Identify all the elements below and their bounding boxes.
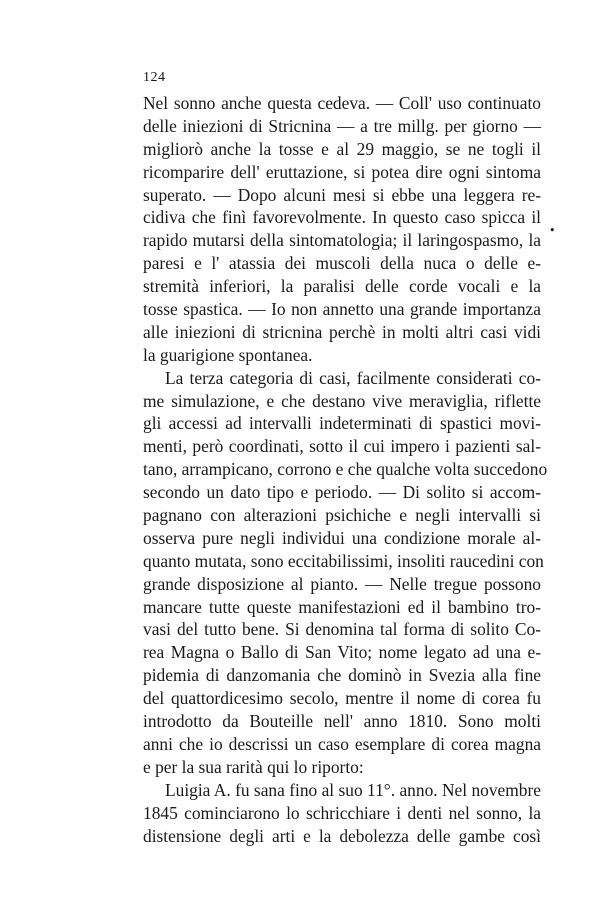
text-line: pagnano con alterazioni psichiche e negli intervalli si (143, 505, 541, 526)
text-line: distensione degli arti e la debolezza delle gambe così (143, 825, 541, 846)
text-line: grande disposizione al pianto. — Nelle tregue possono (143, 573, 541, 594)
text-line: 1845 cominciarono lo schricchiare i denti nel sonno, la (143, 802, 541, 823)
text-line: ricomparire dell' eruttazione, si potea dire ogni sintoma (143, 161, 541, 182)
text-line: la guarigione spontanea. (143, 344, 313, 365)
text-line: alle iniezioni di stricnina perchè in molti altri casi vidi (143, 321, 541, 342)
text-line: Luigia A. fu sana fino al suo 11°. anno. Nel novembre (165, 779, 541, 800)
text-line: osserva pure negli individui una condizione morale al- (143, 527, 541, 548)
text-line: cidiva che finì favorevolmente. In questo caso spicca il (143, 207, 541, 228)
text-line: stremità inferiori, la paralisi delle corde vocali e la (143, 276, 541, 297)
text-line: tano, arrampicano, corrono e che qualche volta succedono (143, 459, 548, 480)
page-number: 124 (143, 70, 166, 85)
text-line: pidemia di danzomania che dominò in Svezia alla fine (143, 665, 541, 686)
text-line: rapido mutarsi della sintomatologia; il laringospasmo, la (143, 230, 541, 251)
text-line: vasi del tutto bene. Si denomina tal forma di solito Co- (143, 619, 541, 640)
text-line: superato. — Dopo alcuni mesi si ebbe una leggera re- (143, 184, 541, 205)
text-line: tosse spastica. — Io non annetto una grande importanza (143, 299, 541, 320)
text-line: migliorò anche la tosse e al 29 maggio, se ne togli il (143, 138, 541, 159)
text-line: gli accessi ad intervalli indeterminati di spastici movi- (143, 413, 541, 434)
text-line: rea Magna o Ballo di San Vito; nome legato ad una e- (143, 642, 541, 663)
margin-mark: • (549, 224, 556, 237)
text-line: quanto mutata, sono eccitabilissimi, insoliti raucedini con (143, 550, 544, 571)
text-line: introdotto da Bouteille nell' anno 1810. Sono molti (143, 711, 541, 732)
text-line: mancare tutte queste manifestazioni ed il bambino tro- (143, 596, 541, 617)
body-text (143, 92, 548, 847)
text-line: paresi e l' atassia dei muscoli della nuca o delle e- (143, 253, 541, 274)
text-line: menti, però coordinati, sotto il cui impero i pazienti sal- (143, 436, 541, 457)
text-line: Nel sonno anche questa cedeva. — Coll' uso continuato (143, 93, 541, 113)
text-line: me simulazione, e che destano vive meraviglia, riflette (143, 390, 541, 411)
text-line: La terza categoria di casi, facilmente considerati co- (165, 367, 541, 388)
text-line: secondo un dato tipo e periodo. — Di solito si accom- (143, 482, 541, 503)
text-line: del quattordicesimo secolo, mentre il nome di corea fu (143, 688, 541, 709)
text-line: anni che io descrissi un caso esemplare di corea magna (143, 733, 541, 754)
text-line: e per la sua rarità qui lo riporto: (143, 756, 364, 777)
text-line: delle iniezioni di Stricnina — a tre millg. per giorno — (143, 115, 541, 136)
